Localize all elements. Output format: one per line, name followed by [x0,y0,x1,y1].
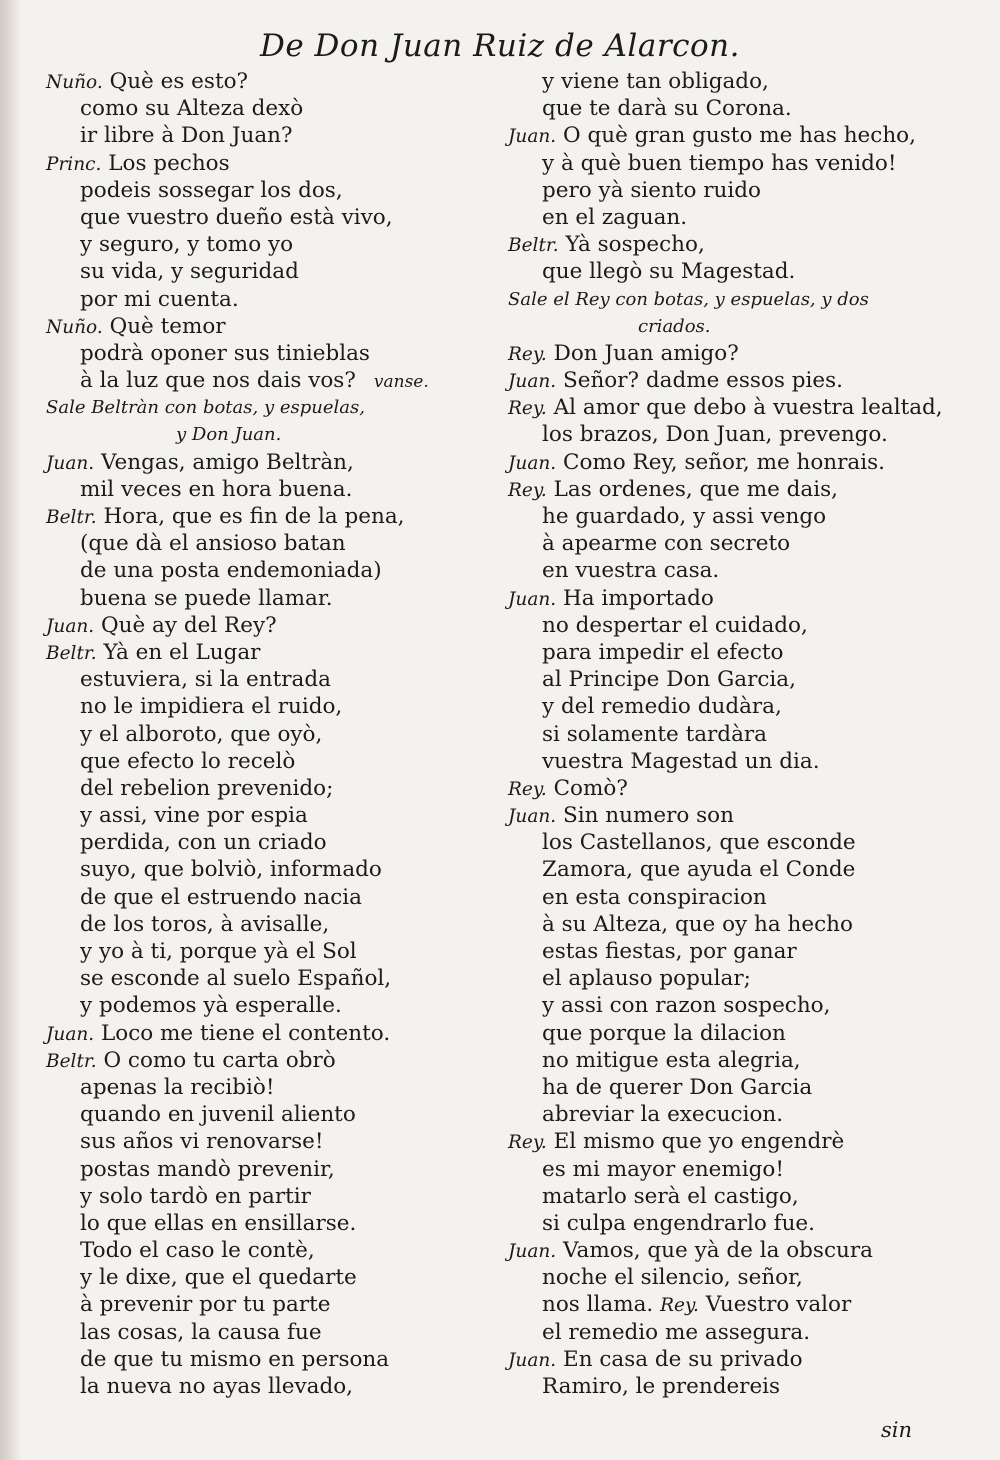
verse-text: buena se puede llamar. [80,585,333,611]
verse-line [508,829,968,856]
verse-line [508,557,968,584]
speaker-name: Juan. [508,806,557,828]
verse-text: que efecto lo recelò [80,748,296,774]
verse-line [46,775,496,802]
verse-line [46,585,496,612]
verse-line [508,1183,968,1210]
verse-line [46,204,496,231]
verse-text: he guardado, y assi vengo [542,504,827,529]
verse-text: de que tu mismo en persona [80,1346,390,1372]
verse-line [46,313,496,340]
verse-text: abreviar la execucion. [542,1102,784,1128]
verse-text: Yà en el Lugar [103,639,261,665]
verse-text: es mi mayor enemigo! [542,1156,785,1182]
verse-line [46,340,496,367]
verse-line [508,367,968,394]
verse-text: O como tu carta obrò [103,1047,336,1073]
verse-text: los brazos, Don Juan, prevengo. [542,422,888,448]
right-column [508,68,968,1400]
verse-text: el remedio me assegura. [542,1319,811,1345]
verse-line [508,1101,968,1128]
verse-text: Comò? [553,775,628,801]
verse-line [508,150,968,177]
verse-line [508,231,968,258]
speaker-name: Nuño. [46,316,103,338]
verse-line [46,1183,496,1210]
verse-line [46,530,496,557]
stage-direction: y Don Juan. [176,424,282,446]
verse-line [508,856,968,883]
verse-text: podrà oponer sus tinieblas [80,340,370,366]
speaker-name: Rey. [508,1132,547,1154]
verse-text: nos llama. [542,1292,654,1318]
verse-line [46,150,496,177]
verse-text: à apearme con secreto [542,531,791,557]
speaker-name: Rey. [660,1295,699,1317]
verse-text: sus años vi renovarse! [80,1129,324,1155]
verse-text: la nueva no ayas llevado, [80,1374,354,1399]
verse-line [46,1237,496,1264]
verse-text: Què ay del Rey? [101,612,277,638]
verse-line [46,802,496,829]
speaker-name: Beltr. [508,235,559,257]
verse-line [46,965,496,992]
verse-line [46,639,496,666]
verse-line [508,204,968,231]
speaker-name: Juan. [46,1023,95,1045]
verse-text: Sin numero son [563,803,734,829]
verse-line [46,1373,496,1400]
verse-line [508,394,968,421]
verse-line [508,748,968,775]
verse-line [508,1020,968,1047]
verse-line [508,992,968,1019]
verse-line [46,122,496,149]
verse-text: y viene tan obligado, [542,69,769,94]
speaker-name: Rey. [508,343,547,365]
verse-text: mil veces en hora buena. [80,476,353,502]
verse-text: Vengas, amigo Beltràn, [101,449,354,475]
verse-text: en esta conspiracion [542,884,767,910]
verse-line [508,639,968,666]
speaker-name: Beltr. [46,507,97,528]
verse-line [508,775,968,802]
verse-line [46,1210,496,1237]
verse-text: y yo à ti, porque yà el Sol [80,939,357,964]
verse-line [508,884,968,911]
speaker-name: Juan. [508,371,557,393]
verse-text: Don Juan amigo? [553,340,739,366]
verse-text: de los toros, à avisalle, [80,911,330,937]
verse-text: en el zaguan. [542,204,688,230]
verse-line [46,721,496,748]
stage-direction: criados. [638,315,711,337]
speaker-name: Juan. [508,1349,557,1371]
verse-text: de una posta endemoniada) [80,558,382,584]
verse-text: del rebelion prevenido; [80,775,334,801]
verse-text: por mi cuenta. [80,286,239,312]
speaker-name: Nuño. [46,72,103,93]
verse-text: al Principe Don Garcia, [542,667,796,693]
verse-text: como su Alteza dexò [80,96,304,122]
verse-text: Què temor [109,313,226,339]
verse-line [46,1264,496,1291]
verse-text: à la luz que nos dais vos? [80,368,356,394]
speaker-name: Princ. [46,153,102,175]
verse-text: que vuestro dueño està vivo, [80,204,393,230]
verse-text: apenas la recibiò! [80,1074,275,1100]
verse-text: Zamora, que ayuda el Conde [542,857,856,883]
verse-text: lo que ellas en ensillarse. [80,1210,357,1236]
exit-direction: vanse. [373,372,429,393]
verse-text: En casa de su privado [563,1346,803,1372]
page-shadow-edge [0,0,22,1460]
speaker-name: Rey. [508,778,547,800]
verse-text: los Castellanos, que esconde [542,830,856,856]
speaker-name: Juan. [46,452,95,474]
verse-text: no mitigue esta alegria, [542,1047,801,1073]
verse-text: Señor? dadme essos pies. [563,368,844,394]
verse-line [46,503,496,530]
verse-text: y solo tardò en partir [80,1183,311,1209]
verse-line [46,829,496,856]
verse-line [46,258,496,285]
verse-text: Loco me tiene el contento. [101,1020,391,1046]
verse-text: noche el silencio, señor, [542,1265,803,1291]
speaker-name: Juan. [508,588,557,610]
verse-text: y seguro, y tomo yo [80,232,294,258]
verse-line [46,911,496,938]
verse-text: se esconde al suelo Español, [80,966,392,992]
verse-text: y del remedio dudàra, [542,694,782,720]
verse-text: las cosas, la causa fue [80,1319,322,1345]
catchword: sin [880,1418,912,1442]
verse-line [508,1373,968,1400]
verse-text: en vuestra casa. [542,558,720,584]
speaker-name: Beltr. [46,642,97,664]
verse-text: quando en juvenil aliento [80,1102,356,1128]
verse-line [46,1319,496,1346]
verse-text: estas fiestas, por ganar [542,939,797,964]
verse-text: Al amor que debo à vuestra lealtad, [553,395,943,421]
verse-line [508,693,968,720]
verse-line [46,367,496,394]
speaker-name: Juan. [508,126,557,148]
verse-text: Hora, que es fin de la pena, [103,504,405,529]
verse-line [508,1047,968,1074]
verse-text: Los pechos [108,150,230,176]
verse-text: de que el estruendo nacia [80,884,362,910]
verse-text: y assi con razon sospecho, [542,993,831,1019]
verse-text: si culpa engendrarlo fue. [542,1210,815,1236]
verse-line [508,530,968,557]
verse-line [508,612,968,639]
verse-line [508,122,968,149]
speaker-name: Juan. [508,1241,557,1263]
verse-line [508,1319,968,1346]
verse-line [46,1291,496,1318]
verse-text: ir libre à Don Juan? [80,123,293,149]
verse-line [46,748,496,775]
verse-line [46,612,496,639]
verse-text: Las ordenes, que me dais, [553,476,838,502]
verse-text: Yà sospecho, [565,232,705,258]
verse-text: suyo, que bolviò, informado [80,857,382,883]
verse-line [508,95,968,122]
verse-line [46,177,496,204]
verse-line [46,95,496,122]
verse-text: que porque la dilacion [542,1020,786,1046]
running-head: De Don Juan Ruiz de Alarcon. [260,28,740,64]
speaker-name: Juan. [46,615,95,637]
verse-text: à su Alteza, que oy ha hecho [542,911,853,937]
verse-line [508,1291,968,1318]
verse-text: perdida, con un criado [80,830,327,856]
verse-text: no le impidiera el ruido, [80,694,343,720]
verse-line [46,693,496,720]
verse-text: y el alboroto, que oyò, [80,721,323,747]
verse-text: pero yà siento ruido [542,177,761,203]
verse-line [46,286,496,313]
verse-line [46,1020,496,1047]
verse-text: no despertar el cuidado, [542,612,808,638]
verse-text: el aplauso popular; [542,966,751,992]
speaker-name: Rey. [508,398,547,420]
verse-text: que te darà su Corona. [542,96,792,122]
verse-line [508,666,968,693]
verse-line [46,476,496,503]
verse-line [46,1128,496,1155]
verse-line [508,965,968,992]
verse-text: si solamente tardàra [542,721,767,747]
stage-direction: Sale el Rey con botas, y espuelas, y dos [508,288,869,310]
verse-line [508,449,968,476]
speaker-name: Juan. [508,452,557,474]
verse-text: Ha importado [563,585,714,611]
verse-text: Què es esto? [109,69,249,94]
verse-text: y à què buen tiempo has venido! [542,150,897,176]
verse-text: (que dà el ansioso batan [80,531,346,557]
verse-text: Vamos, que yà de la obscura [563,1238,873,1264]
verse-line [46,1101,496,1128]
verse-line [508,1264,968,1291]
verse-line [508,1156,968,1183]
verse-line [46,1346,496,1373]
verse-line [46,992,496,1019]
verse-text: podeis sossegar los dos, [80,177,343,203]
verse-line [508,476,968,503]
verse-line [46,884,496,911]
verse-line [508,503,968,530]
verse-text: à prevenir por tu parte [80,1292,331,1318]
verse-text: El mismo que yo engendrè [553,1129,845,1155]
verse-line [508,1074,968,1101]
verse-text: matarlo serà el castigo, [542,1183,799,1209]
verse-line [46,938,496,965]
verse-text: O què gran gusto me has hecho, [563,123,916,149]
verse-line [46,666,496,693]
speaker-name: Rey. [508,479,547,501]
verse-line [508,177,968,204]
verse-text: y le dixe, que el quedarte [80,1265,357,1291]
verse-line [508,721,968,748]
verse-line [508,911,968,938]
verse-text: para impedir el efecto [542,639,784,665]
verse-text: vuestra Magestad un dia. [542,748,820,774]
verse-line [46,1156,496,1183]
verse-line [46,557,496,584]
verse-text: ha de querer Don Garcia [542,1074,813,1100]
verse-text: su vida, y seguridad [80,259,299,285]
verse-line [508,1237,968,1264]
verse-line [508,1210,968,1237]
verse-line [46,1047,496,1074]
verse-line [508,802,968,829]
verse-line [46,449,496,476]
verse-line [46,1074,496,1101]
verse-line [508,585,968,612]
verse-text: Ramiro, le prendereis [542,1374,781,1399]
stage-direction: Sale Beltràn con botas, y espuelas, [46,397,365,419]
verse-line [46,856,496,883]
verse-line [508,1346,968,1373]
verse-text: estuviera, si la entrada [80,667,331,693]
verse-text: Vuestro valor [705,1292,852,1318]
left-column [46,68,496,1400]
verse-line [508,68,968,95]
verse-text: y podemos yà esperalle. [80,993,342,1019]
verse-text: Como Rey, señor, me honrais. [563,449,885,475]
verse-line [508,1128,968,1155]
speaker-name: Beltr. [46,1050,97,1072]
verse-text: que llegò su Magestad. [542,259,796,285]
verse-line [508,421,968,448]
verse-text: y assi, vine por espia [80,803,308,829]
verse-line [46,68,496,95]
verse-line [46,231,496,258]
verse-text: Todo el caso le contè, [80,1238,315,1264]
verse-line [508,258,968,285]
verse-text: postas mandò prevenir, [80,1156,335,1182]
verse-line [508,340,968,367]
verse-line [508,938,968,965]
